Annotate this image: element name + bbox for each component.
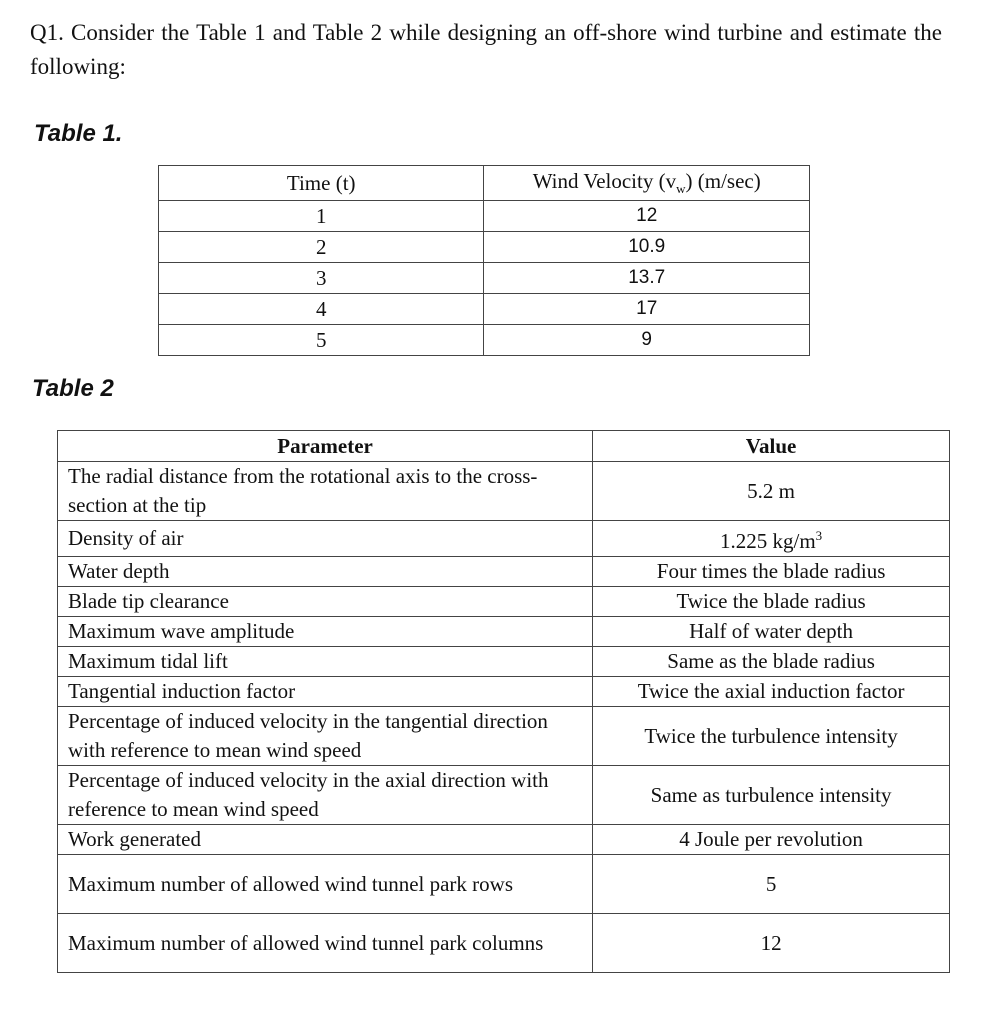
table1-header-time: Time (t) <box>159 166 484 201</box>
table-row <box>159 201 810 232</box>
value-cell: Four times the blade radius <box>593 557 950 587</box>
velocity-header-subscript: w <box>676 181 686 197</box>
table-row <box>159 294 810 325</box>
table2-caption: Table 2 <box>32 375 114 402</box>
velocity-cell: 10.9 <box>484 232 810 263</box>
table-row <box>58 914 950 973</box>
time-cell: 3 <box>159 263 484 294</box>
value-text: 1.225 kg/m <box>719 529 816 553</box>
table-row <box>159 263 810 294</box>
velocity-cell: 12 <box>484 201 810 232</box>
parameter-cell: The radial distance from the rotational axis to the cross-section at the tip <box>58 462 593 521</box>
value-cell: 5 <box>593 855 950 914</box>
table2-header-row <box>58 431 950 462</box>
parameter-table <box>57 430 950 973</box>
table-row <box>58 766 950 825</box>
table-row <box>58 557 950 587</box>
parameter-cell: Maximum number of allowed wind tunnel park columns <box>58 914 593 973</box>
value-cell <box>593 521 950 557</box>
velocity-cell: 17 <box>484 294 810 325</box>
parameter-cell: Maximum tidal lift <box>58 647 593 677</box>
table-row <box>58 521 950 557</box>
table-row <box>58 617 950 647</box>
value-cell: Half of water depth <box>593 617 950 647</box>
table2-header-parameter: Parameter <box>58 431 593 462</box>
table-row <box>58 647 950 677</box>
value-cell: Same as the blade radius <box>593 647 950 677</box>
value-cell: Twice the axial induction factor <box>593 677 950 707</box>
parameter-cell: Maximum number of allowed wind tunnel park rows <box>58 855 593 914</box>
value-cell: 5.2 m <box>593 462 950 521</box>
time-cell: 5 <box>159 325 484 356</box>
velocity-cell: 9 <box>484 325 810 356</box>
table1-header-velocity <box>484 166 810 201</box>
time-cell: 2 <box>159 232 484 263</box>
table-row <box>58 462 950 521</box>
table-row <box>58 587 950 617</box>
table-row <box>58 677 950 707</box>
value-cell: Same as turbulence intensity <box>593 766 950 825</box>
value-cell: 12 <box>593 914 950 973</box>
velocity-cell: 13.7 <box>484 263 810 294</box>
table-row <box>58 707 950 766</box>
time-cell: 4 <box>159 294 484 325</box>
table-row <box>159 232 810 263</box>
table1-caption: Table 1. <box>34 120 123 147</box>
value-cell: Twice the turbulence intensity <box>593 707 950 766</box>
parameter-cell: Maximum wave amplitude <box>58 617 593 647</box>
table1-header-row <box>159 166 810 201</box>
question-text: Q1. Consider the Table 1 and Table 2 while designing an off-shore wind turbine and estimate the following: <box>30 20 942 79</box>
parameter-cell: Water depth <box>58 557 593 587</box>
table-row <box>58 825 950 855</box>
parameter-cell: Density of air <box>58 521 593 557</box>
value-cell: 4 Joule per revolution <box>593 825 950 855</box>
table-row <box>159 325 810 356</box>
velocity-header-prefix: Wind Velocity (v <box>532 168 677 193</box>
value-superscript: 3 <box>815 528 823 543</box>
parameter-cell: Blade tip clearance <box>58 587 593 617</box>
parameter-cell: Percentage of induced velocity in the axial direction with reference to mean wind speed <box>58 766 593 825</box>
parameter-cell: Work generated <box>58 825 593 855</box>
velocity-header-suffix: ) (m/sec) <box>685 168 761 193</box>
wind-velocity-table <box>158 165 810 356</box>
parameter-cell: Tangential induction factor <box>58 677 593 707</box>
parameter-cell: Percentage of induced velocity in the tangential direction with reference to mean wind speed <box>58 707 593 766</box>
table-row <box>58 855 950 914</box>
time-cell: 1 <box>159 201 484 232</box>
value-cell: Twice the blade radius <box>593 587 950 617</box>
table2-header-value: Value <box>593 431 950 462</box>
